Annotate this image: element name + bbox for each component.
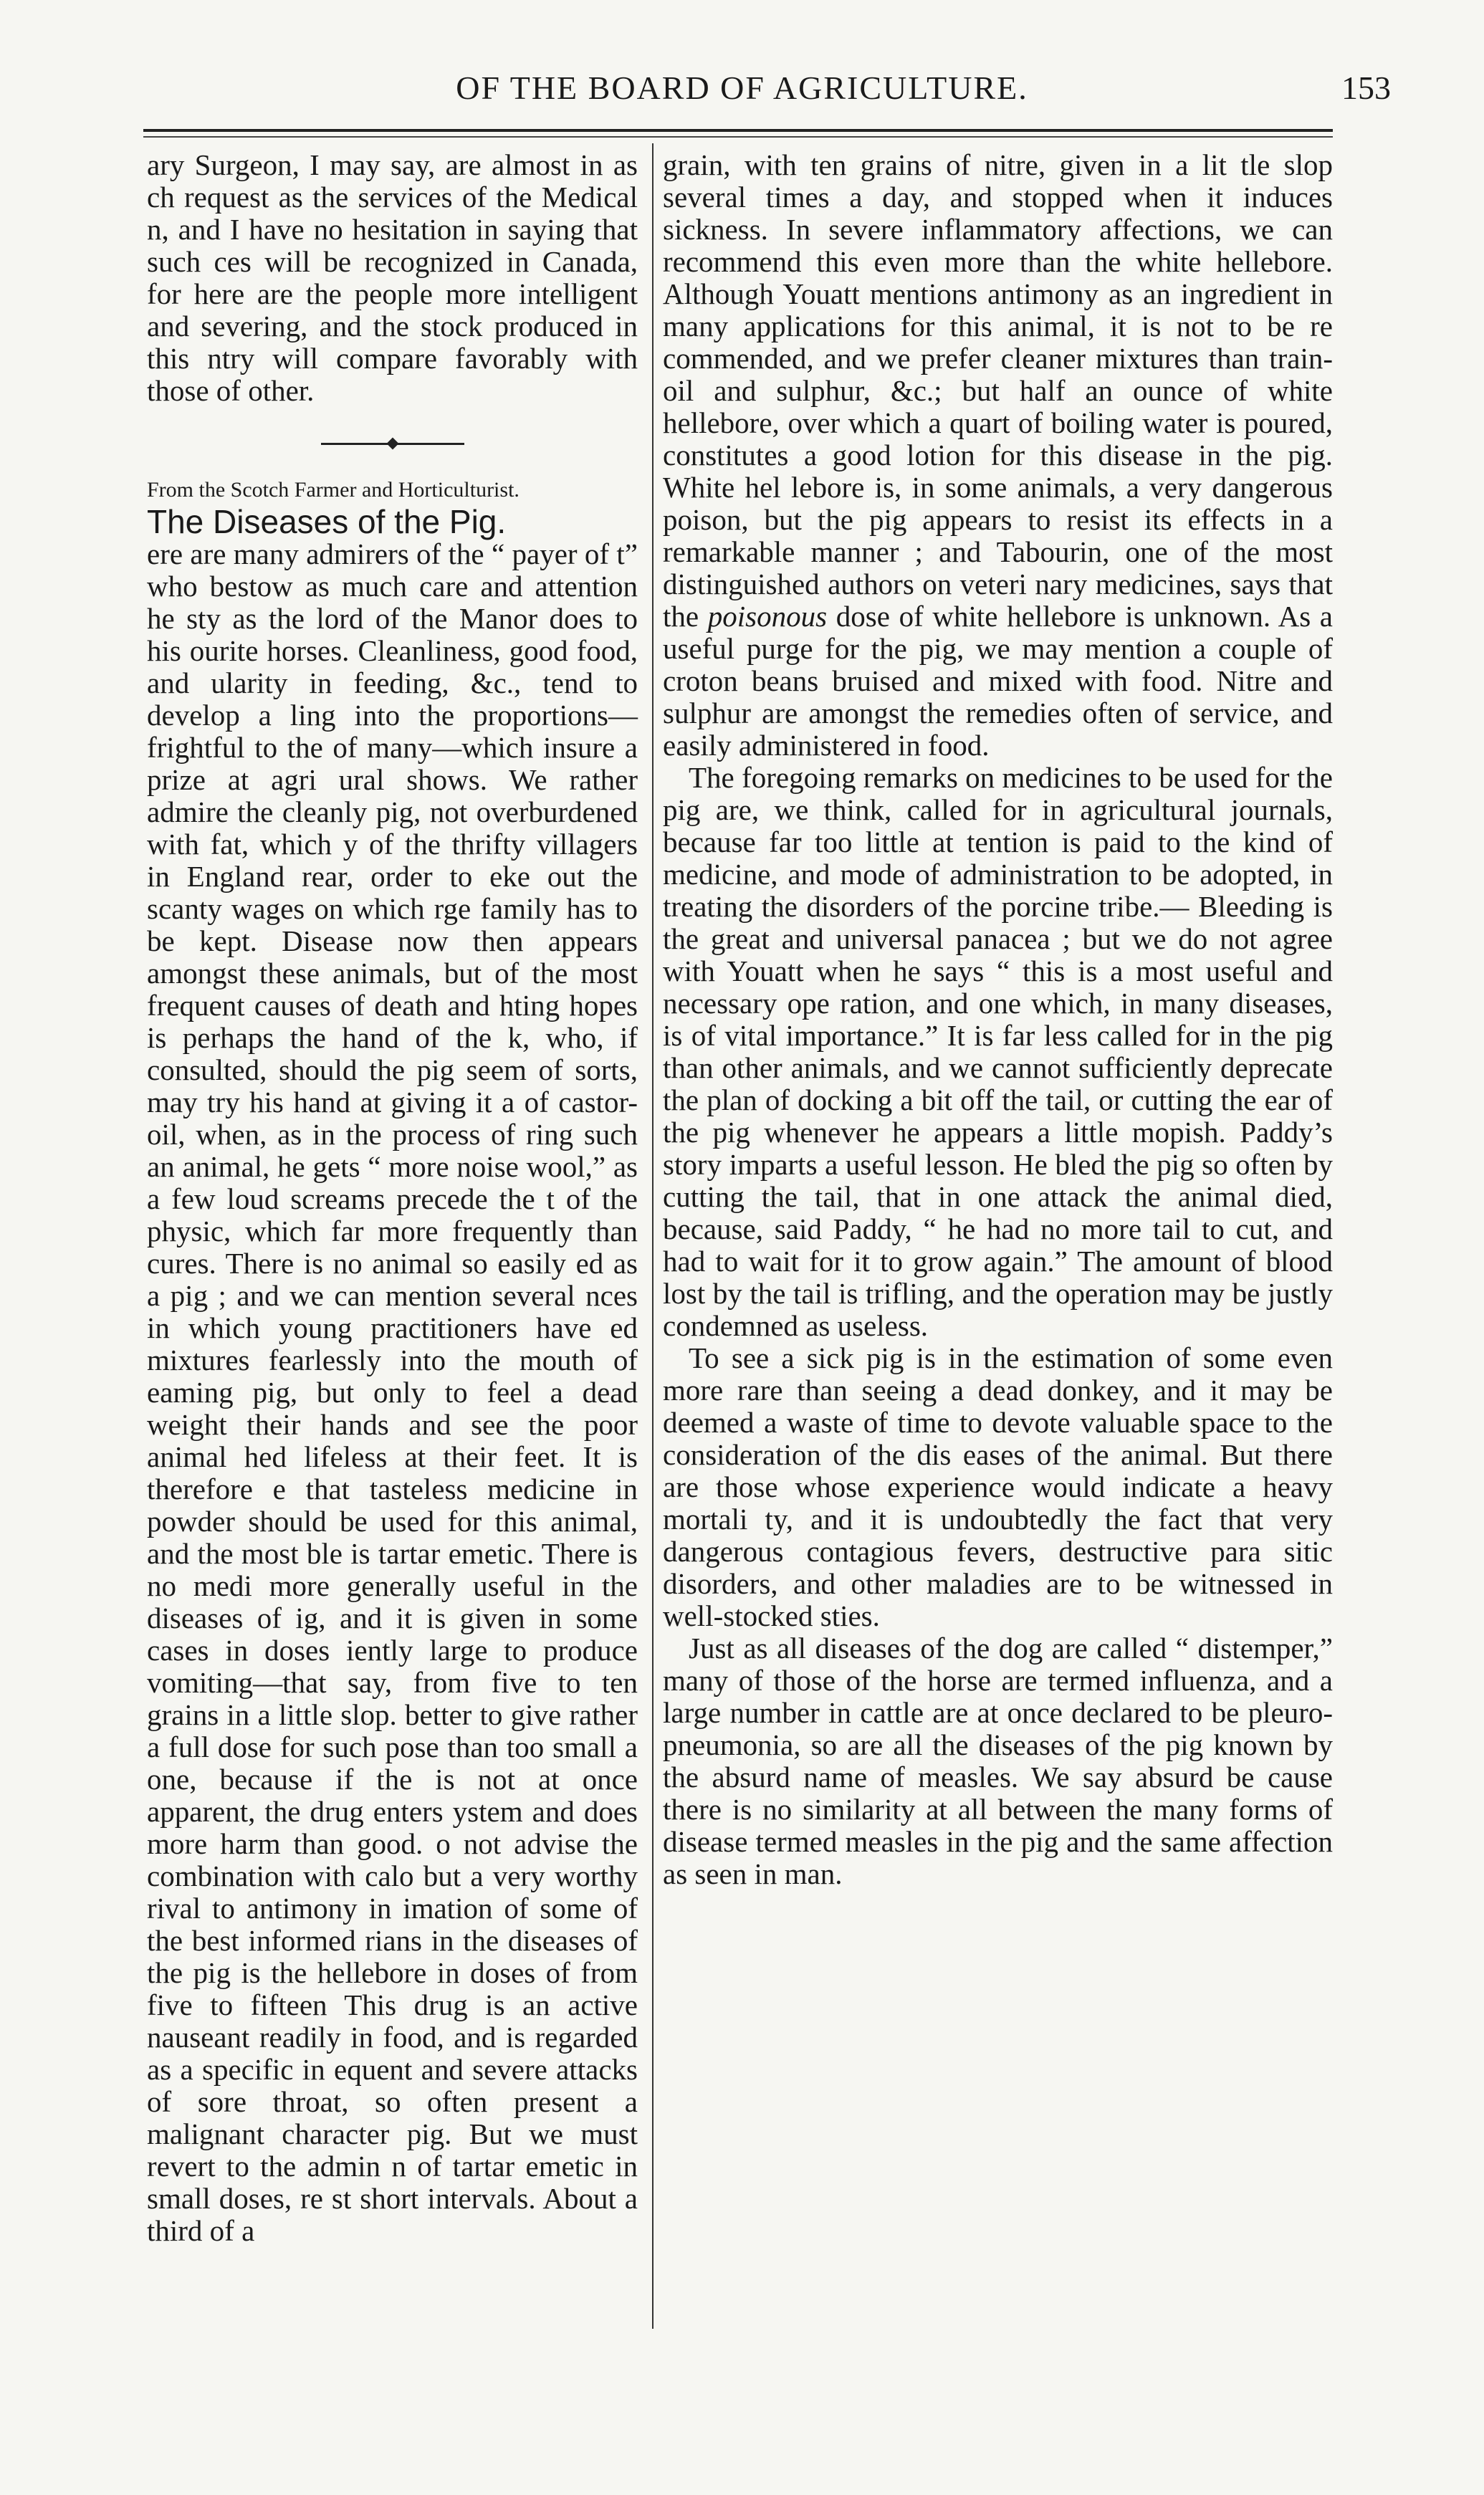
left-column (147, 149, 638, 2247)
page-number: 153 (1341, 70, 1391, 106)
header-rule (143, 129, 1333, 132)
italic-word: poisonous (707, 600, 828, 633)
paragraph-2-text-a: grain, with ten grains of nitre, given in a lit tle slop several times a day, and stopped when it induces sickness. In severe inflammatory affections, we can recommend this even more than the white hellebore. Although Youatt mentions antimony as an ingredient in many applications for this animal, it is not to be re commended, and we prefer cleaner mixtures than train-oil and sulphur, &c.; but half an ounce of white hellebore, over which a quart of boiling water is poured, constitutes a good lotion for this disease in the pig. White hel lebore is, in some animals, a very dangerous poison, but the pig appears to resist its effects in a remarkable manner ; and Tabourin, one of the most distinguished authors on veteri nary medicines, says that the (663, 148, 1333, 633)
running-title: OF THE BOARD OF AGRICULTURE. (456, 70, 1028, 106)
column-divider (652, 143, 654, 2329)
article-paragraph-3: The foregoing remarks on medicines to be used for the pig are, we think, called for in agricultural journals, because far too little at tention is paid to the kind of medicine, and mode of administration to be adopted, in treating the disorders of the porcine tribe.— Bleeding is the great and universal panacea ; but we do not agree with Youatt when he says “ this is a most useful and necessary ope ration, and one which, in many diseases, is of vital importance.” It is far less called for in the pig than other animals, and we cannot sufficiently deprecate the plan of docking a bit off the tail, or cutting the ear of the pig whenever he appears a little mopish. Paddy’s story imparts a useful lesson. He bled the pig so often by cutting the tail, that in one attack the animal died, because, said Paddy, “ he had no more tail to cut, and had to wait for it to grow again.” The amount of blood lost by the tail is trifling, and the operation may be justly condemned as useless. (663, 761, 1333, 1342)
continued-paragraph: ary Surgeon, I may say, are almost in as ch request as the services of the Medical n, and I have no hesitation in saying that such ces will be recognized in Canada, for here are the people more intelligent and severing, and the stock produced in this ntry will compare favorably with those of other. (147, 148, 638, 407)
right-column (663, 149, 1333, 1890)
paragraph-2-text-b: dose of white hellebore is unknown. As a useful purge for the pig, we may mention a couple of croton beans bruised and mixed with food. Nitre and sulphur are amongst the remedies often of service, and easily administered in food. (663, 600, 1334, 762)
article-paragraph-1: ere are many admirers of the “ payer of t” who bestow as much care and attention he sty as the lord of the Manor does to his ourite horses. Cleanliness, good food, and ularity in feeding, &c., tend to develop a ling into the proportions—frightful to the of many—which insure a prize at agri ural shows. We rather admire the cleanly pig, not overburdened with fat, which y of the thrifty villagers in England rear, order to eke out the scanty wages on which rge family has to be kept. Disease now then appears amongst these animals, but of the most frequent causes of death and hting hopes is perhaps the hand of the k, who, if consulted, should the pig seem of sorts, may try his hand at giving it a of castor-oil, when, as in the process of ring such an animal, he gets “ more noise wool,” as a few loud screams precede the t of the physic, which far more frequently than cures. There is no animal so easily ed as a pig ; and we can mention several nces in which young practitioners have ed mixtures fearlessly into the mouth of eaming pig, but only to feel a dead weight their hands and see the poor animal hed lifeless at their feet. It is therefore e that tasteless medicine in powder should be used for this animal, and the most ble is tartar emetic. There is no medi more generally useful in the diseases of ig, and it is given in some cases in doses iently large to produce vomiting—that say, from five to ten grains in a little slop. better to give rather a full dose for such pose than too small a one, because if the is not at once apparent, the drug enters ystem and does more harm than good. o not advise the combination with calo but a very worthy rival to antimony in imation of some of the best informed rians in the diseases of the pig is the hellebore in doses of from five to fifteen This drug is an active nauseant readily in food, and is regarded as a specific in equent and severe attacks of sore throat, so often present a malignant character pig. But we must revert to the admin n of tartar emetic in small doses, re st short intervals. About a third of a (147, 537, 638, 2247)
running-header (0, 69, 1484, 126)
section-divider-ornament (321, 443, 464, 445)
article-paragraph-4: To see a sick pig is in the estimation of some even more rare than seeing a dead donkey, and it may be deemed a waste of time to devote valuable space to the consideration of the dis eases of the animal. But there are those whose experience would indicate a heavy mortali ty, and it is undoubtedly the fact that very dangerous contagious fevers, destructive para sitic disorders, and other maladies are to be witnessed in well-stocked sties. (663, 1341, 1333, 1632)
article-paragraph-5: Just as all diseases of the dog are called “ distemper,” many of those of the horse are termed influenza, and a large number in cattle are at once declared to be pleuro-pneumonia, so are all the diseases of the pig known by the absurd name of measles. We say absurd be cause there is no similarity at all between the many forms of disease termed measles in the pig and the same affection as seen in man. (663, 1632, 1333, 1890)
article-heading: The Diseases of the Pig. (147, 503, 507, 540)
article-paragraph-2 (663, 149, 1333, 762)
header-rule-thin (143, 136, 1333, 138)
article-source: From the Scotch Farmer and Horticulturist. (147, 478, 520, 502)
